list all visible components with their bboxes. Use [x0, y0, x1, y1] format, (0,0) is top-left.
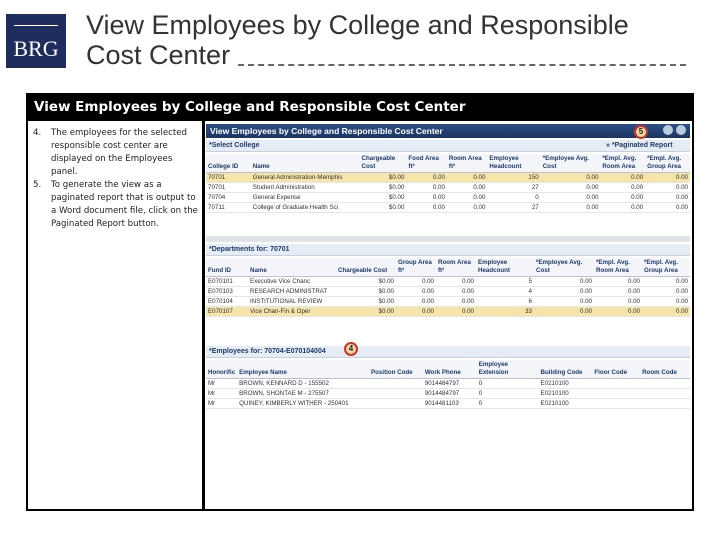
cell: 0.00: [534, 307, 594, 317]
horizontal-scrollbar[interactable]: [206, 236, 690, 242]
cell: 27: [487, 183, 540, 193]
cell: 4: [476, 287, 534, 297]
cell: 0.00: [396, 277, 436, 287]
step-text: The employees for the selected responsible cost center are displayed on the Employees panel.: [51, 128, 188, 177]
table-row[interactable]: [206, 277, 690, 287]
brg-logo: [6, 14, 66, 68]
cell: 0.00: [600, 193, 645, 203]
emp-table-header: [206, 360, 690, 379]
cell: INSTITUTIONAL REVIEW: [248, 297, 336, 307]
cell: BROWN, KENNARD D - 155502: [237, 379, 369, 389]
cell: 0.00: [447, 203, 488, 213]
col-header[interactable]: *Empl. Avg. Group Area: [645, 154, 690, 173]
cell: 0.00: [642, 287, 690, 297]
header-icons: [663, 125, 686, 135]
cell: 0.00: [436, 297, 476, 307]
col-header[interactable]: Room Code: [640, 360, 690, 379]
cell: 0.00: [541, 183, 601, 193]
logo-rule: [14, 25, 58, 26]
cell: 6: [476, 297, 534, 307]
employees-table: [206, 360, 690, 409]
cell: 0.00: [642, 277, 690, 287]
col-header[interactable]: Name: [248, 258, 336, 277]
step-4: [33, 127, 201, 179]
title-divider: [238, 64, 686, 66]
col-header[interactable]: Position Code: [369, 360, 423, 379]
callout-4: 4: [344, 342, 358, 356]
cell: 27: [487, 203, 540, 213]
cell: 0.00: [594, 307, 642, 317]
cell: E070104: [206, 297, 248, 307]
cell: 0.00: [406, 193, 447, 203]
cell: QUINEY, KIMBERLY WITHER - 250401: [237, 399, 369, 409]
col-header[interactable]: Food Area ft²: [406, 154, 447, 173]
cell: General Expense: [251, 193, 360, 203]
table-row[interactable]: [206, 297, 690, 307]
panel-title: View Employees by College and Responsible Cost Center: [34, 99, 466, 115]
view-header: [206, 124, 690, 138]
cell: [592, 399, 640, 409]
callout-5: 5: [634, 125, 648, 139]
cell: 0.00: [534, 277, 594, 287]
slide-title: View Employees by College and Responsible Cost Center: [86, 10, 629, 70]
cell: 0.00: [594, 297, 642, 307]
cell: Mr: [206, 389, 237, 399]
view-title: View Employees by College and Responsible Cost Center: [210, 126, 443, 136]
cell: $0.00: [336, 287, 396, 297]
cell: 5: [476, 277, 534, 287]
college-table-header: [206, 154, 690, 173]
col-header[interactable]: *Empl. Avg. Room Area: [594, 258, 642, 277]
instruction-steps: [33, 127, 201, 231]
col-header[interactable]: Employee Headcount: [476, 258, 534, 277]
cell: $0.00: [360, 183, 407, 193]
col-header[interactable]: Honorific: [206, 360, 237, 379]
cell: General Administration-Memphis: [251, 173, 360, 183]
col-header[interactable]: Chargeable Cost: [336, 258, 396, 277]
cell: 0: [477, 399, 539, 409]
cell: Mr: [206, 379, 237, 389]
help-icon[interactable]: [663, 125, 673, 135]
cell: 0.00: [396, 287, 436, 297]
cell: E070101: [206, 277, 248, 287]
col-header[interactable]: Name: [251, 154, 360, 173]
cell: [640, 389, 690, 399]
col-header[interactable]: *Empl. Avg. Room Area: [600, 154, 645, 173]
paginated-report-button[interactable]: [606, 142, 673, 149]
cell: $0.00: [336, 277, 396, 287]
cell: 9014481103: [423, 399, 477, 409]
departments-table: [206, 258, 690, 317]
cell: 0.00: [436, 277, 476, 287]
table-row[interactable]: [206, 389, 690, 399]
college-table: [206, 154, 690, 213]
paginated-report-label: *Paginated Report: [611, 142, 673, 149]
cell: 0.00: [594, 277, 642, 287]
cell: Executive Vice Chanc: [248, 277, 336, 287]
cell: 0.00: [396, 307, 436, 317]
cell: $0.00: [336, 297, 396, 307]
cell: E0210100: [539, 399, 593, 409]
cell: $0.00: [336, 307, 396, 317]
col-header[interactable]: Group Area ft²: [396, 258, 436, 277]
col-header[interactable]: Employee Name: [237, 360, 369, 379]
col-header[interactable]: Floor Code: [592, 360, 640, 379]
col-header[interactable]: College ID: [206, 154, 251, 173]
col-header[interactable]: Chargeable Cost: [360, 154, 407, 173]
cell: 0: [477, 379, 539, 389]
departments-bar: [206, 244, 690, 256]
cell: [369, 389, 423, 399]
cell: 0.00: [600, 183, 645, 193]
cell: [592, 389, 640, 399]
col-header[interactable]: Room Area ft²: [447, 154, 488, 173]
departments-label: *Departments for: 70701: [209, 246, 290, 253]
cell: [369, 399, 423, 409]
table-row[interactable]: [206, 203, 690, 213]
table-row[interactable]: [206, 183, 690, 193]
cell: 9014484797: [423, 389, 477, 399]
cell: 70704: [206, 193, 251, 203]
cell: E0210100: [539, 379, 593, 389]
employees-label: *Employees for: 70704-E070104004: [209, 348, 326, 355]
table-row[interactable]: [206, 307, 690, 317]
cell: 0.00: [642, 307, 690, 317]
cell: Mr: [206, 399, 237, 409]
step-number: 4.: [33, 128, 42, 138]
cell: E0210100: [539, 389, 593, 399]
cell: 0.00: [600, 173, 645, 183]
cell: 0.00: [645, 203, 690, 213]
step-5: [33, 179, 201, 231]
cell: E070103: [206, 287, 248, 297]
cell: 0.00: [541, 203, 601, 213]
cell: E070107: [206, 307, 248, 317]
col-header[interactable]: Work Phone: [423, 360, 477, 379]
table-row[interactable]: [206, 193, 690, 203]
close-icon[interactable]: [676, 125, 686, 135]
col-header[interactable]: Room Area ft²: [436, 258, 476, 277]
cell: 33: [476, 307, 534, 317]
cell: 70701: [206, 173, 251, 183]
col-header[interactable]: *Employee Avg. Cost: [534, 258, 594, 277]
dept-table-header: [206, 258, 690, 277]
cell: 0.00: [645, 173, 690, 183]
cell: 0.00: [406, 203, 447, 213]
cell: RESEARCH ADMINISTRAT: [248, 287, 336, 297]
col-header[interactable]: Employee Headcount: [487, 154, 540, 173]
cell: 0.00: [642, 297, 690, 307]
cell: 0.00: [406, 183, 447, 193]
cell: 0.00: [447, 173, 488, 183]
col-header[interactable]: Employee Extension: [477, 360, 539, 379]
cell: 0.00: [396, 297, 436, 307]
cell: 0.00: [600, 203, 645, 213]
cell: [640, 379, 690, 389]
cell: 0.00: [406, 173, 447, 183]
cell: BROWN, SHONTAE M - 275507: [237, 389, 369, 399]
cell: $0.00: [360, 173, 407, 183]
cell: 0.00: [534, 287, 594, 297]
cell: $0.00: [360, 203, 407, 213]
select-college-label: *Select College: [209, 142, 260, 149]
employees-bar: [206, 346, 690, 358]
cell: 0.00: [447, 183, 488, 193]
cell: [640, 399, 690, 409]
col-header[interactable]: Building Code: [539, 360, 593, 379]
cell: 0.00: [541, 193, 601, 203]
cell: 150: [487, 173, 540, 183]
cell: 0.00: [447, 193, 488, 203]
col-header[interactable]: *Employee Avg. Cost: [541, 154, 601, 173]
cell: 0.00: [436, 287, 476, 297]
table-row[interactable]: [206, 379, 690, 389]
cell: 9014484797: [423, 379, 477, 389]
table-row[interactable]: [206, 399, 690, 409]
table-row[interactable]: [206, 287, 690, 297]
cell: 0: [477, 389, 539, 399]
col-header[interactable]: Fund ID: [206, 258, 248, 277]
cell: 0.00: [541, 173, 601, 183]
cell: 0.00: [594, 287, 642, 297]
cell: [592, 379, 640, 389]
cell: Student Administration: [251, 183, 360, 193]
cell: Vice Chan-Fin & Oper: [248, 307, 336, 317]
logo-text: BRG: [13, 36, 59, 61]
app-screenshot: [206, 124, 690, 424]
cell: [369, 379, 423, 389]
cell: $0.00: [360, 193, 407, 203]
report-icon: »: [606, 142, 612, 149]
cell: College of Graduate Health Sci: [251, 203, 360, 213]
cell: 0.00: [534, 297, 594, 307]
step-text: To generate the view as a paginated report that is output to a Word document file, click on the Paginated Report button.: [51, 180, 198, 229]
cell: 0.00: [436, 307, 476, 317]
cell: 70701: [206, 183, 251, 193]
step-number: 5.: [33, 180, 42, 190]
col-header[interactable]: *Empl. Avg. Group Area: [642, 258, 690, 277]
cell: 70711: [206, 203, 251, 213]
table-row[interactable]: [206, 173, 690, 183]
cell: 0.00: [645, 193, 690, 203]
cell: 0: [487, 193, 540, 203]
cell: 0.00: [645, 183, 690, 193]
